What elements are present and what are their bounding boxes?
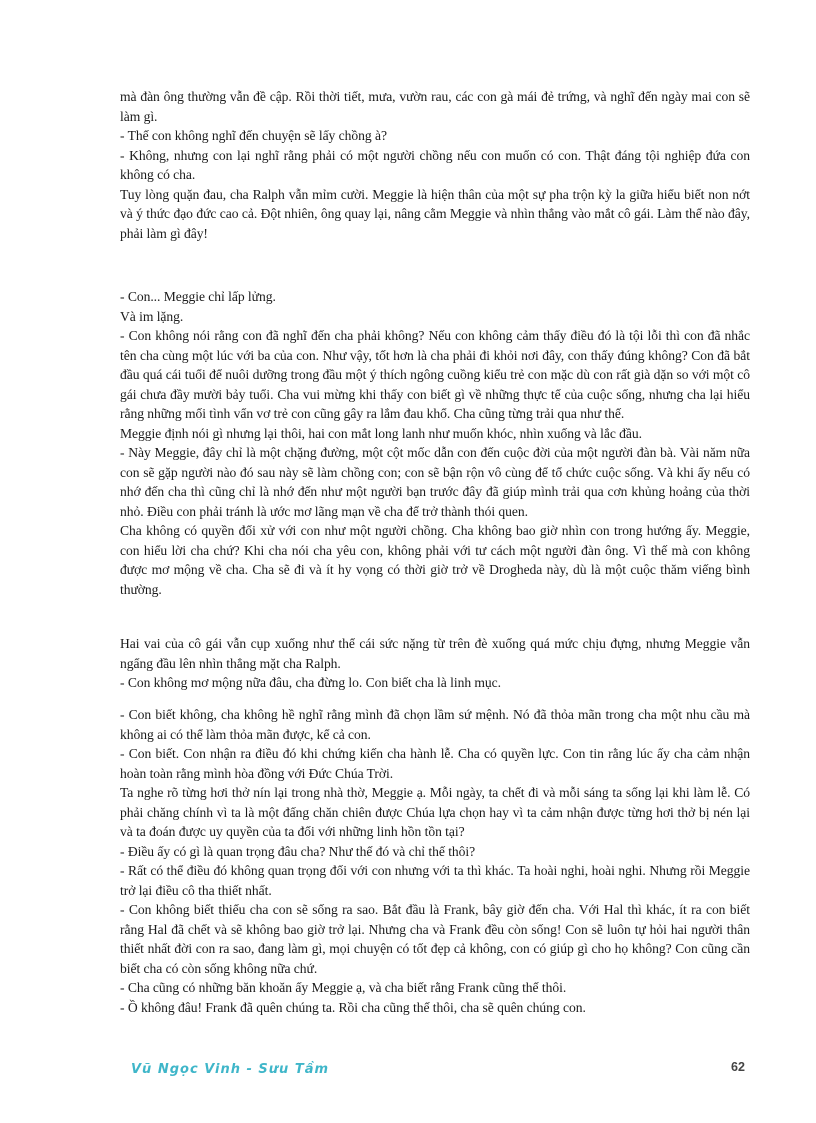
paragraph: Meggie định nói gì nhưng lại thôi, hai con mắt long lanh như muốn khóc, nhìn xuống và lắc đầu. — [120, 425, 642, 441]
paragraph: - Con không biết thiếu cha con sẽ sống ra sao. Bắt đầu là Frank, bây giờ đến cha. Với Hal thì khác, ít ra con biết rằng Hal đã chết và sẽ không bao giờ trở lại. Nhưng cha và Frank đều còn sống! Con sẽ luôn tự hỏi hai người thân thiết nhất đời con ra sao, đang làm gì, mọi chuyện có tốt đẹp cả không, con có giúp gì cho họ không? Con cũng cần biết cha có còn sống không nữa chứ. — [120, 902, 750, 976]
paragraph: - Ồ không đâu! Frank đã quên chúng ta. Rồi cha cũng thế thôi, cha sẽ quên chúng con. — [120, 999, 586, 1015]
paragraph: - Con không mơ mộng nữa đâu, cha đừng lo. Con biết cha là linh mục. — [120, 675, 502, 690]
paragraph: mà đàn ông thường vẫn đề cập. Rồi thời tiết, mưa, vườn rau, các con gà mái đẻ trứng, và nghĩ đến ngày mai con sẽ làm gì. — [120, 89, 750, 124]
paragraph: - Con biết không, cha không hề nghĩ rằng mình đã chọn lầm sứ mệnh. Nó đã thỏa mãn trong cha một nhu cầu mà không ai có thể làm thỏa mãn được, kể cả con. — [120, 707, 750, 742]
paragraph: Cha không có quyền đối xử với con như một người chồng. Cha không bao giờ nhìn con trong hướng ấy. Meggie, con hiểu lời cha chứ? Khi cha nói cha yêu con, không phải với tư cách một người đàn ông. Vì thế mà con không được mơ mộng về cha. Cha sẽ đi và ít hy vọng có thời giờ trở về Drogheda này, dù là một cuộc thăm viếng bình thường. — [120, 523, 750, 597]
text-block-dialogue — [120, 705, 750, 1017]
paragraph: - Điều ấy có gì là quan trọng đâu cha? Như thế đó và chỉ thế thôi? — [120, 843, 476, 859]
paragraph: Ta nghe rõ từng hơi thở nín lại trong nhà thờ, Meggie ạ. Mỗi ngày, ta chết đi và mỗi sáng ta sống lại khi làm lễ. Có phải chăng chính vì ta là một đấng chăn chiên được Chúa lựa chọn hay vì ta cảm nhận được từng hơi thở bị nén lại và ta đoán được uy quyền của ta đối với những linh hồn tồn tại? — [120, 785, 750, 839]
paragraph: - Cha cũng có những băn khoăn ấy Meggie ạ, và cha biết rằng Frank cũng thế thôi. — [120, 980, 567, 995]
text-block-opening — [120, 87, 750, 243]
paragraph: Hai vai của cô gái vẫn cụp xuống như thể cái sức nặng từ trên đè xuống quá mức chịu đựng, nhưng Meggie vẫn ngẩng đầu lên nhìn thẳng mặt cha Ralph. — [120, 636, 750, 671]
paragraph: - Rất có thể điều đó không quan trọng đối với con nhưng với ta thì khác. Ta hoài nghi, hoài nghi. Nhưng rồi Meggie trở lại điều cô tha thiết nhất. — [120, 863, 750, 898]
paragraph: - Này Meggie, đây chỉ là một chặng đường, một cột mốc dẫn con đến cuộc đời của một người đàn bà. Vài năm nữa con sẽ gặp người nào đó sau này sẽ làm chồng con; con sẽ bận rộn vô cùng để tổ chức cuộc sống. Và khi ấy nếu có nhớ đến cha thì cũng chỉ là nhớ đến như một người bạn trước đây đã giúp mình trải qua cơn khủng hoảng của thời nhỏ. Điều con phải tránh là ước mơ lãng mạn về cha để trở thành thói quen. — [120, 445, 750, 519]
paragraph: Và im lặng. — [120, 308, 184, 324]
paragraph: - Con biết. Con nhận ra điều đó khi chứng kiến cha hành lễ. Cha có quyền lực. Con tin rằng lúc ấy cha cảm nhận hoàn toàn rằng mình hòa đồng với Đức Chúa Trời. — [120, 746, 750, 781]
text-block-cha-advice — [120, 287, 750, 599]
paragraph: - Con... Meggie chỉ lấp lửng. — [120, 289, 276, 304]
footer-credit: Vũ Ngọc Vinh - Sưu Tầm — [131, 1062, 330, 1077]
paragraph: Tuy lòng quặn đau, cha Ralph vẫn mỉm cười. Meggie là hiện thân của một sự pha trộn kỳ la giữa hiểu biết non nớt và ý thức đạo đức cao cả. Đột nhiên, ông quay lại, nâng cằm Meggie và nhìn thẳng vào mắt cô gái. Làm thế nào đây, phải làm gì đây! — [120, 186, 750, 241]
page-number: 62 — [731, 1060, 745, 1074]
paragraph: - Không, nhưng con lại nghĩ rằng phải có một người chồng nếu con muốn có con. Thật đáng tội nghiệp đứa con không có cha. — [120, 147, 750, 182]
paragraph: - Thế con không nghĩ đến chuyện sẽ lấy chồng à? — [120, 128, 387, 143]
text-block-meggie-reply — [120, 634, 750, 693]
paragraph: - Con không nói rằng con đã nghĩ đến cha phải không? Nếu con không cảm thấy điều đó là tội lỗi thì con đã nhắc tên cha cùng một lúc với ba của con. Như vậy, tốt hơn là cha phải đi khỏi nơi đây, con thấy đúng không? Con đã bắt đầu quá cái tuổi để nuôi dưỡng trong đầu một ý thích ngông cuồng kiểu trẻ con mặc dù con rất già dặn so với một cô gái chưa đầy mười bảy tuổi. Cha vui mừng khi thấy con biết gì về những thực tế của cuộc sống, nhưng cha lại hiểu rằng những mối tình vẩn vơ trẻ con cũng gây ra lắm đau khổ. Cha cũng từng trải qua như thế. — [120, 328, 750, 421]
